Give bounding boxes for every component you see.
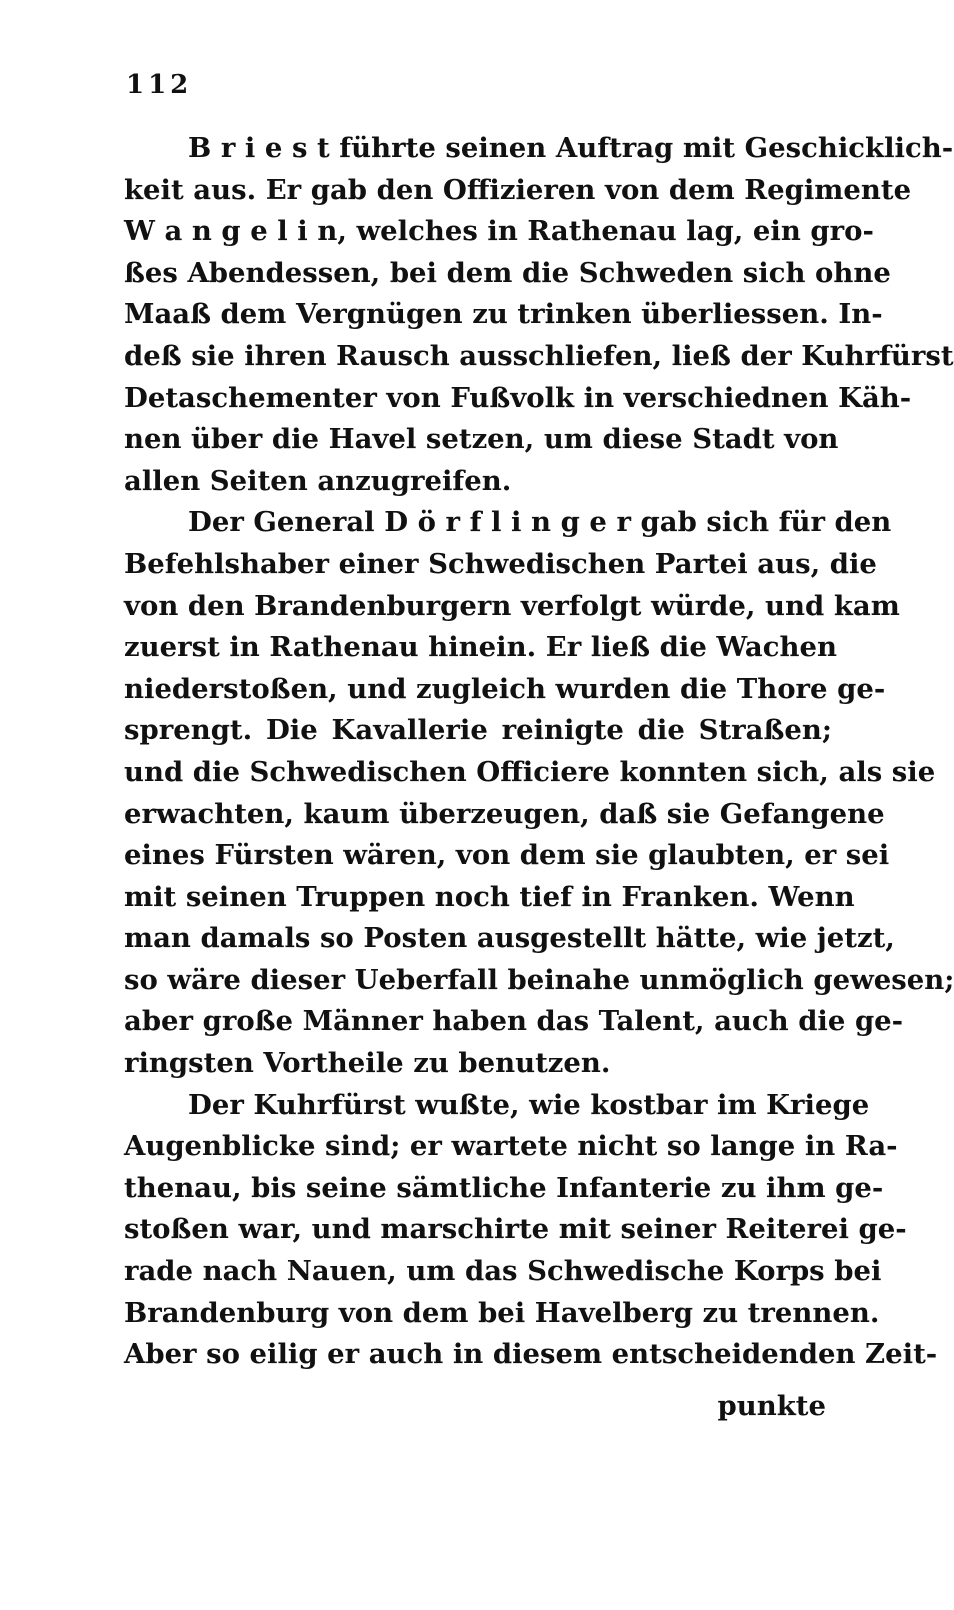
text-line: ringsten Vortheile zu benutzen. — [124, 1047, 611, 1080]
text-line: Aber so eilig er auch in diesem entscheidenden Zeit- — [124, 1338, 938, 1371]
text-line: von den Brandenburgern verfolgt würde, und kam — [124, 589, 900, 622]
page-number: 112 — [126, 70, 193, 100]
paragraph-2 — [124, 502, 954, 1084]
text-line: deß sie ihren Rausch ausschliefen, ließ der Kuhrfürst — [124, 339, 954, 372]
text-line: Detaschementer von Fußvolk in verschiednen Käh- — [124, 381, 912, 414]
text-line: niederstoßen, und zugleich wurden die Thore ge- — [124, 672, 886, 705]
text-line: eines Fürsten wären, von dem sie glaubten, er sei — [124, 839, 890, 872]
text-line: Der Kuhrfürst wußte, wie kostbar im Kriege — [188, 1088, 870, 1121]
text-line: allen Seiten anzugreifen. — [124, 464, 512, 497]
text-line: und die Schwedischen Officiere konnten sich, als sie — [124, 755, 936, 788]
text-line: Befehlshaber einer Schwedischen Partei aus, die — [124, 547, 877, 580]
paragraph-3 — [124, 1085, 938, 1376]
text-line: keit aus. Er gab den Offizieren von dem Regimente — [124, 173, 912, 206]
text-line: nen über die Havel setzen, um diese Stadt von — [124, 423, 839, 456]
text-line: zuerst in Rathenau hinein. Er ließ die Wachen — [124, 631, 837, 664]
text-line: stoßen war, und marschirte mit seiner Reiterei ge- — [124, 1213, 907, 1246]
text-line: thenau, bis seine sämtliche Infanterie zu ihm ge- — [124, 1171, 884, 1204]
text-line: rade nach Nauen, um das Schwedische Korps bei — [124, 1255, 882, 1288]
text-line: man damals so Posten ausgestellt hätte, wie jetzt, — [124, 922, 895, 955]
text-line: Der General D ö r f l i n g e r gab sich für den — [188, 506, 892, 539]
text-line: so wäre dieser Ueberfall beinahe unmöglich gewesen; — [124, 963, 954, 996]
text-line: sprengt. Die Kavallerie reinigte die Straßen; — [124, 714, 832, 747]
paragraph-1 — [124, 128, 954, 502]
body-text — [124, 128, 954, 1376]
catchword: punkte — [717, 1390, 826, 1422]
text-line: B r i e s t führte seinen Auftrag mit Geschicklich- — [188, 132, 954, 164]
text-line: mit seinen Truppen noch tief in Franken. Wenn — [124, 880, 855, 913]
text-line: Maaß dem Vergnügen zu trinken überliessen. In- — [124, 298, 883, 331]
text-line: aber große Männer haben das Talent, auch die ge- — [124, 1005, 904, 1038]
text-line: Augenblicke sind; er wartete nicht so lange in Ra- — [124, 1130, 898, 1163]
text-line: W a n g e l i n, welches in Rathenau lag, ein gro- — [124, 215, 874, 248]
text-line: Brandenburg von dem bei Havelberg zu trennen. — [124, 1296, 880, 1329]
text-line: erwachten, kaum überzeugen, daß sie Gefangene — [124, 797, 885, 830]
text-line: ßes Abendessen, bei dem die Schweden sich ohne — [124, 256, 891, 289]
